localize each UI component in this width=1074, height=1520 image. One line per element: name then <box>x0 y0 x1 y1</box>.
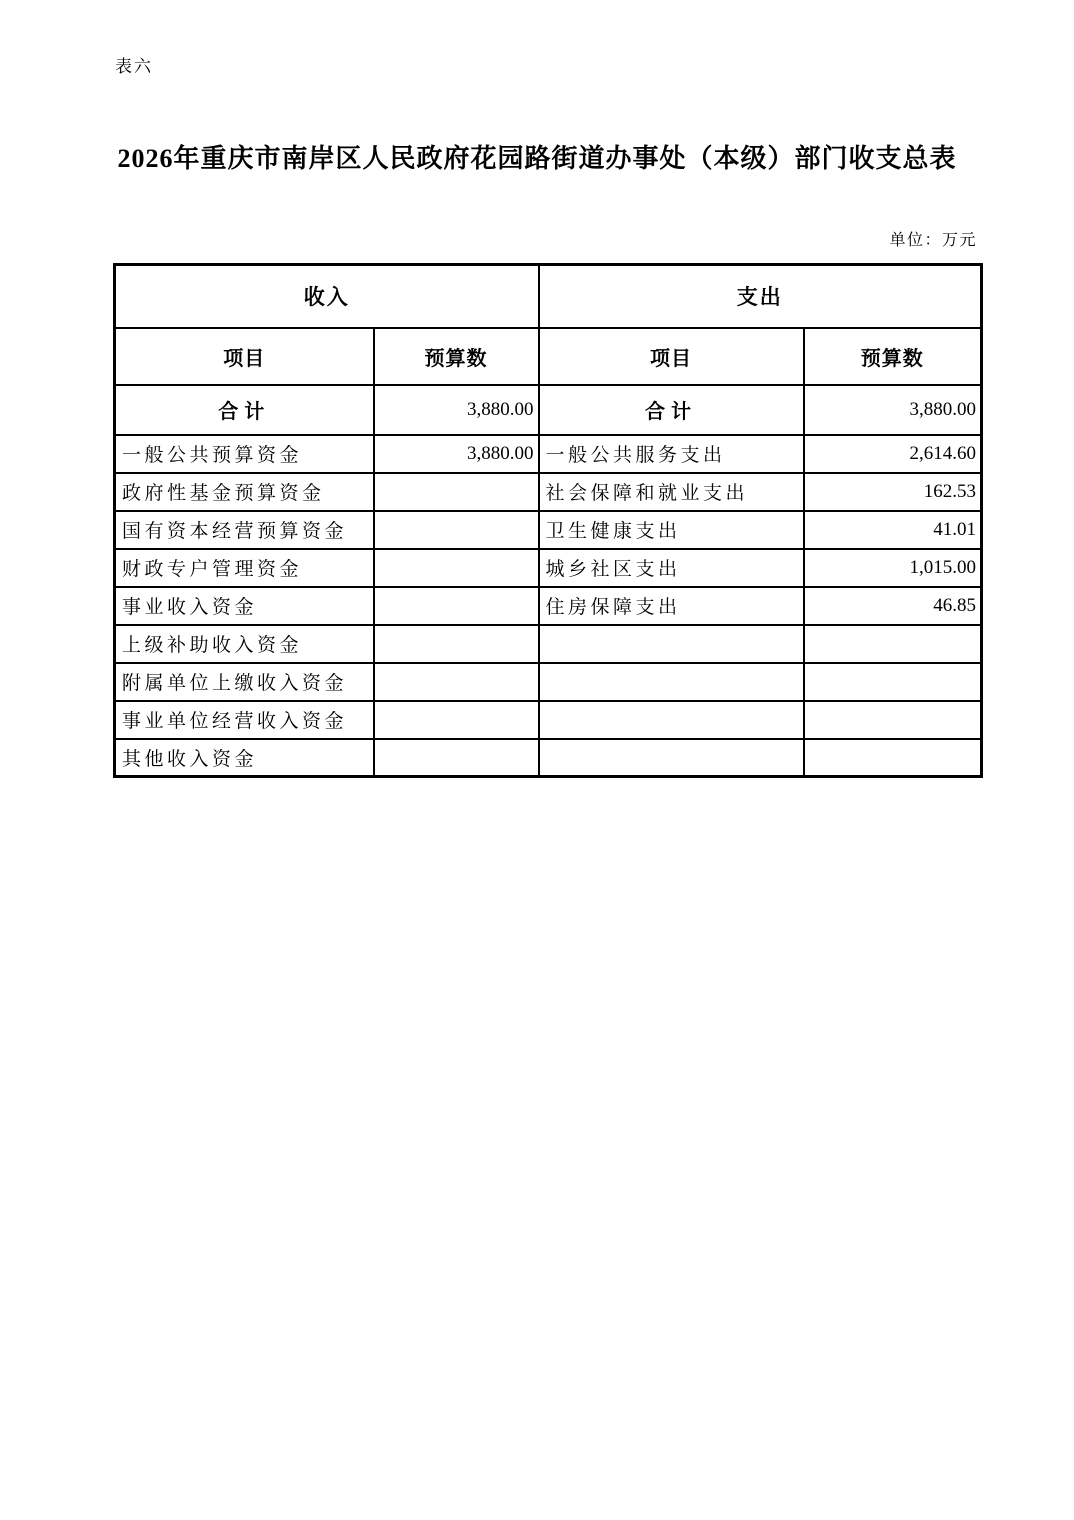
expense-item-cell <box>539 739 804 777</box>
table-row <box>115 739 982 777</box>
income-item-cell: 事业单位经营收入资金 <box>115 701 374 739</box>
expense-item-cell <box>539 701 804 739</box>
income-value-cell <box>374 549 539 587</box>
expense-item-cell <box>539 625 804 663</box>
expense-item-cell: 城乡社区支出 <box>539 549 804 587</box>
income-value-cell <box>374 663 539 701</box>
income-value-cell <box>374 587 539 625</box>
income-item-column-header: 项目 <box>115 328 374 385</box>
expense-value-cell: 2,614.60 <box>804 435 982 473</box>
table-number-label: 表六 <box>115 57 153 76</box>
income-value-cell <box>374 511 539 549</box>
income-item-cell: 合计 <box>115 385 374 435</box>
income-item-cell: 附属单位上缴收入资金 <box>115 663 374 701</box>
expense-value-cell: 162.53 <box>804 473 982 511</box>
table-row <box>115 663 982 701</box>
page-title: 2026年重庆市南岸区人民政府花园路街道办事处（本级）部门收支总表 <box>117 144 957 173</box>
income-value-cell: 3,880.00 <box>374 435 539 473</box>
expense-value-cell: 46.85 <box>804 587 982 625</box>
expense-item-cell: 卫生健康支出 <box>539 511 804 549</box>
unit-label: 单位：万元 <box>889 232 977 249</box>
income-section-header: 收入 <box>115 265 539 328</box>
expense-value-cell: 1,015.00 <box>804 549 982 587</box>
expense-section-header: 支出 <box>539 265 982 328</box>
table-row <box>115 701 982 739</box>
expense-item-cell: 一般公共服务支出 <box>539 435 804 473</box>
table-row <box>115 587 982 625</box>
table-header <box>115 265 982 385</box>
header-sub-row <box>115 328 982 385</box>
income-item-cell: 事业收入资金 <box>115 587 374 625</box>
expense-value-cell <box>804 663 982 701</box>
expense-item-cell <box>539 663 804 701</box>
expense-value-cell <box>804 625 982 663</box>
income-item-cell: 一般公共预算资金 <box>115 435 374 473</box>
table-body <box>115 385 982 777</box>
income-value-cell <box>374 625 539 663</box>
expense-value-cell <box>804 701 982 739</box>
income-value-cell <box>374 739 539 777</box>
expense-item-cell: 住房保障支出 <box>539 587 804 625</box>
income-item-cell: 其他收入资金 <box>115 739 374 777</box>
expense-value-cell <box>804 739 982 777</box>
header-group-row <box>115 265 982 328</box>
expense-budget-column-header: 预算数 <box>804 328 982 385</box>
table-row <box>115 549 982 587</box>
income-value-cell <box>374 473 539 511</box>
expense-item-cell: 社会保障和就业支出 <box>539 473 804 511</box>
income-value-cell <box>374 701 539 739</box>
expense-item-column-header: 项目 <box>539 328 804 385</box>
income-item-cell: 财政专户管理资金 <box>115 549 374 587</box>
expense-value-cell: 41.01 <box>804 511 982 549</box>
total-row <box>115 385 982 435</box>
income-item-cell: 国有资本经营预算资金 <box>115 511 374 549</box>
table-row <box>115 473 982 511</box>
table-row <box>115 435 982 473</box>
income-item-cell: 上级补助收入资金 <box>115 625 374 663</box>
expense-item-cell: 合计 <box>539 385 804 435</box>
budget-summary-table <box>113 263 983 778</box>
expense-value-cell: 3,880.00 <box>804 385 982 435</box>
table-row <box>115 625 982 663</box>
income-value-cell: 3,880.00 <box>374 385 539 435</box>
table-row <box>115 511 982 549</box>
income-item-cell: 政府性基金预算资金 <box>115 473 374 511</box>
income-budget-column-header: 预算数 <box>374 328 539 385</box>
